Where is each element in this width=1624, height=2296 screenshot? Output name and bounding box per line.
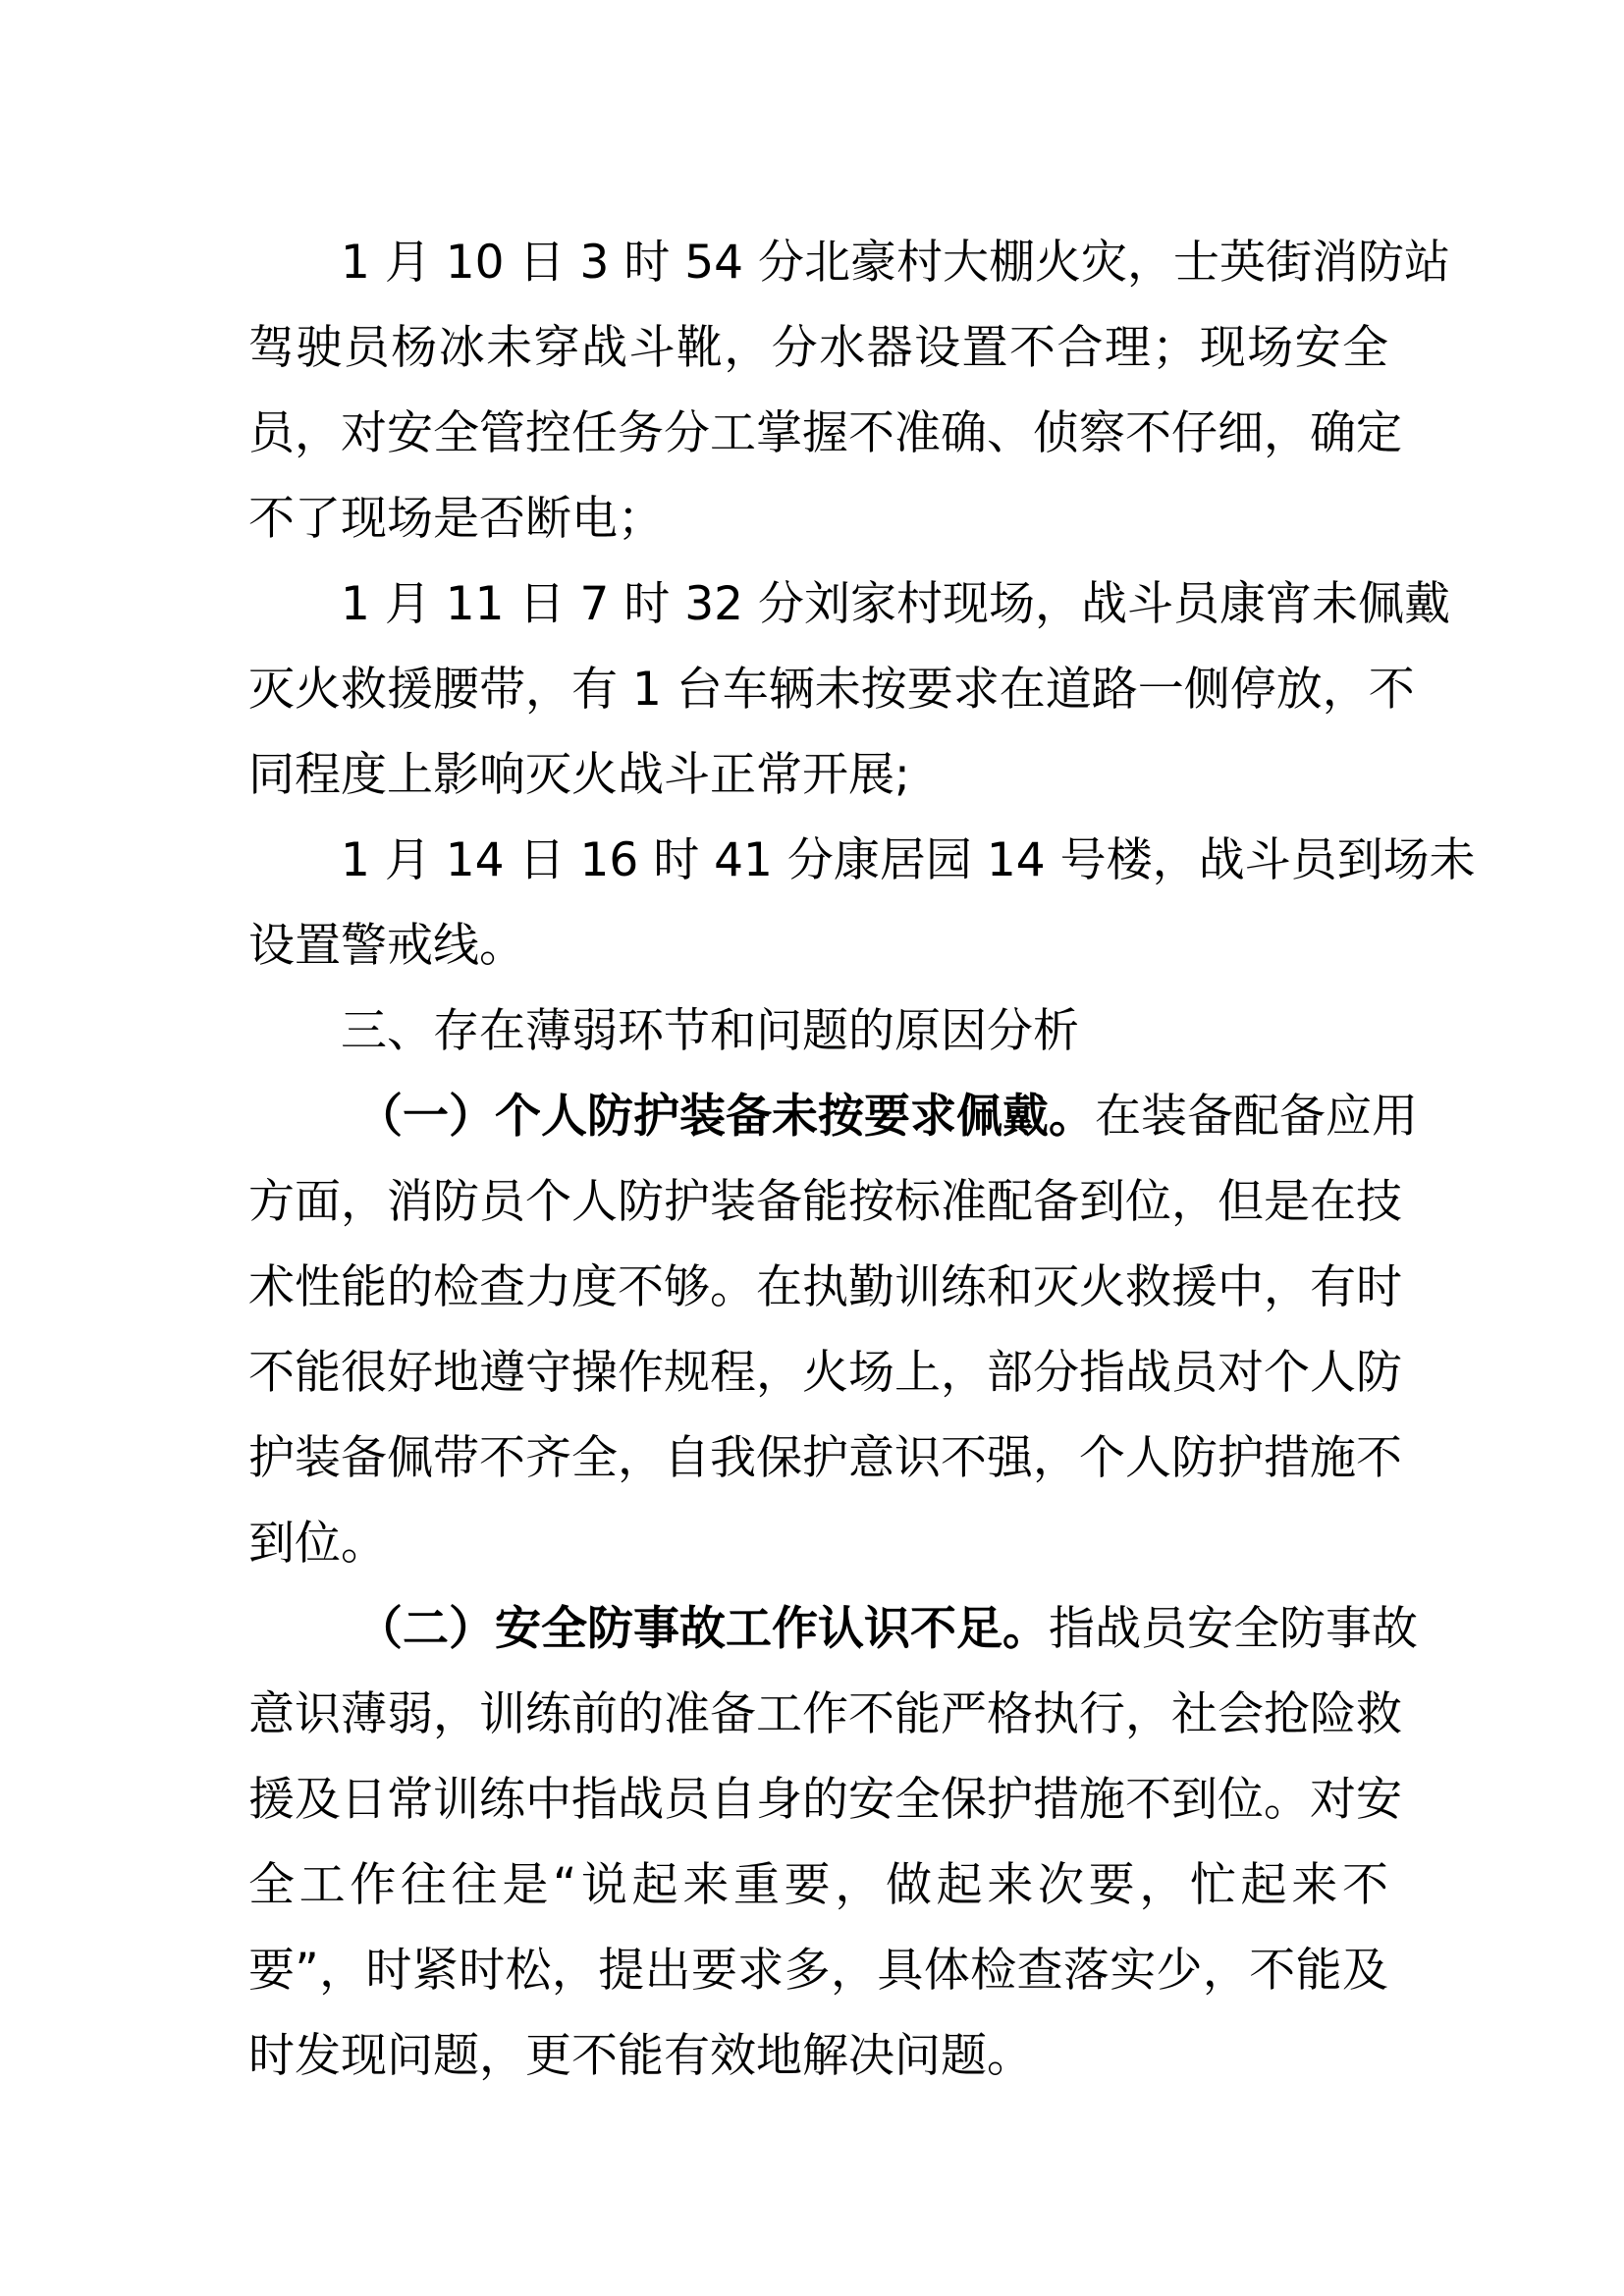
paragraph-4-line xyxy=(248,1159,1402,1245)
line-text: 到位。 xyxy=(248,1517,387,1571)
line-text: 1 月 14 日 16 时 41 分康居园 14 号楼，战斗员到场未 xyxy=(341,833,1476,887)
paragraph-5-line xyxy=(248,1672,1402,1757)
paragraph-3-line xyxy=(248,988,1388,1074)
paragraph-5-line xyxy=(248,1757,1402,1842)
line-text: 不了现场是否断电； xyxy=(248,492,664,546)
line-text: 不能很好地遵守操作规程，火场上，部分指战员对个人防 xyxy=(248,1346,1402,1400)
paragraph-0-line xyxy=(248,220,1450,305)
paragraph-4-line xyxy=(248,1074,1418,1159)
paragraph-5-line xyxy=(248,1586,1418,1672)
line-text: 员，对安全管控任务分工掌握不准确、侦察不仔细，确定 xyxy=(248,406,1402,460)
line-text: 术性能的检查力度不够。在执勤训练和灭火救援中，有时 xyxy=(248,1260,1402,1314)
paragraph-0-line xyxy=(248,476,1388,561)
paragraph-5-line xyxy=(248,1928,1388,2013)
paragraph-0-line xyxy=(248,305,1388,391)
paragraph-4-line xyxy=(248,1330,1402,1415)
line-text: 灭火救援腰带，有 1 台车辆未按要求在道路一侧停放，不 xyxy=(248,663,1415,717)
line-text: 同程度上影响灭火战斗正常开展; xyxy=(248,748,910,802)
section-heading: （一）个人防护装备未按要求佩戴。 xyxy=(356,1090,1095,1144)
paragraph-5-line xyxy=(248,1842,1388,1928)
paragraph-2-line xyxy=(248,818,1476,903)
line-text: 1 月 11 日 7 时 32 分刘家村现场，战斗员康宵未佩戴 xyxy=(341,577,1450,631)
document-body xyxy=(248,220,1476,2099)
line-text: 设置警戒线。 xyxy=(248,919,525,973)
section-heading: （二）安全防事故工作认识不足。 xyxy=(356,1602,1049,1656)
paragraph-2-line xyxy=(248,903,1388,988)
paragraph-4-line xyxy=(248,1415,1402,1501)
line-text: 意识薄弱，训练前的准备工作不能严格执行，社会抢险救 xyxy=(248,1687,1402,1741)
line-text: 指战员安全防事故 xyxy=(1049,1602,1418,1656)
line-text: 全工作往往是“说起来重要，做起来次要，忙起来不 xyxy=(248,1858,1388,1912)
line-text: 援及日常训练中指战员自身的安全保护措施不到位。对安 xyxy=(248,1773,1402,1827)
line-text: 1 月 10 日 3 时 54 分北豪村大棚火灾，士英街消防站 xyxy=(341,236,1450,290)
paragraph-1-line xyxy=(248,732,1388,818)
line-text: 三、存在薄弱环节和问题的原因分析 xyxy=(341,1004,1079,1058)
line-text: 在装备配备应用 xyxy=(1095,1090,1418,1144)
line-text: 方面，消防员个人防护装备能按标准配备到位，但是在技 xyxy=(248,1175,1402,1229)
line-text: 要”，时紧时松，提出要求多，具体检查落实少，不能及 xyxy=(248,1944,1388,1998)
paragraph-1-line xyxy=(248,561,1450,647)
paragraph-4-line xyxy=(248,1245,1402,1330)
paragraph-1-line xyxy=(248,647,1415,732)
paragraph-4-line xyxy=(248,1501,1388,1586)
paragraph-5-line xyxy=(248,2013,1388,2099)
line-text: 驾驶员杨冰未穿战斗靴，分水器设置不合理；现场安全 xyxy=(248,321,1388,375)
line-text: 护装备佩带不齐全，自我保护意识不强，个人防护措施不 xyxy=(248,1431,1402,1485)
line-text: 时发现问题，更不能有效地解决问题。 xyxy=(248,2029,1033,2083)
paragraph-0-line xyxy=(248,391,1402,476)
